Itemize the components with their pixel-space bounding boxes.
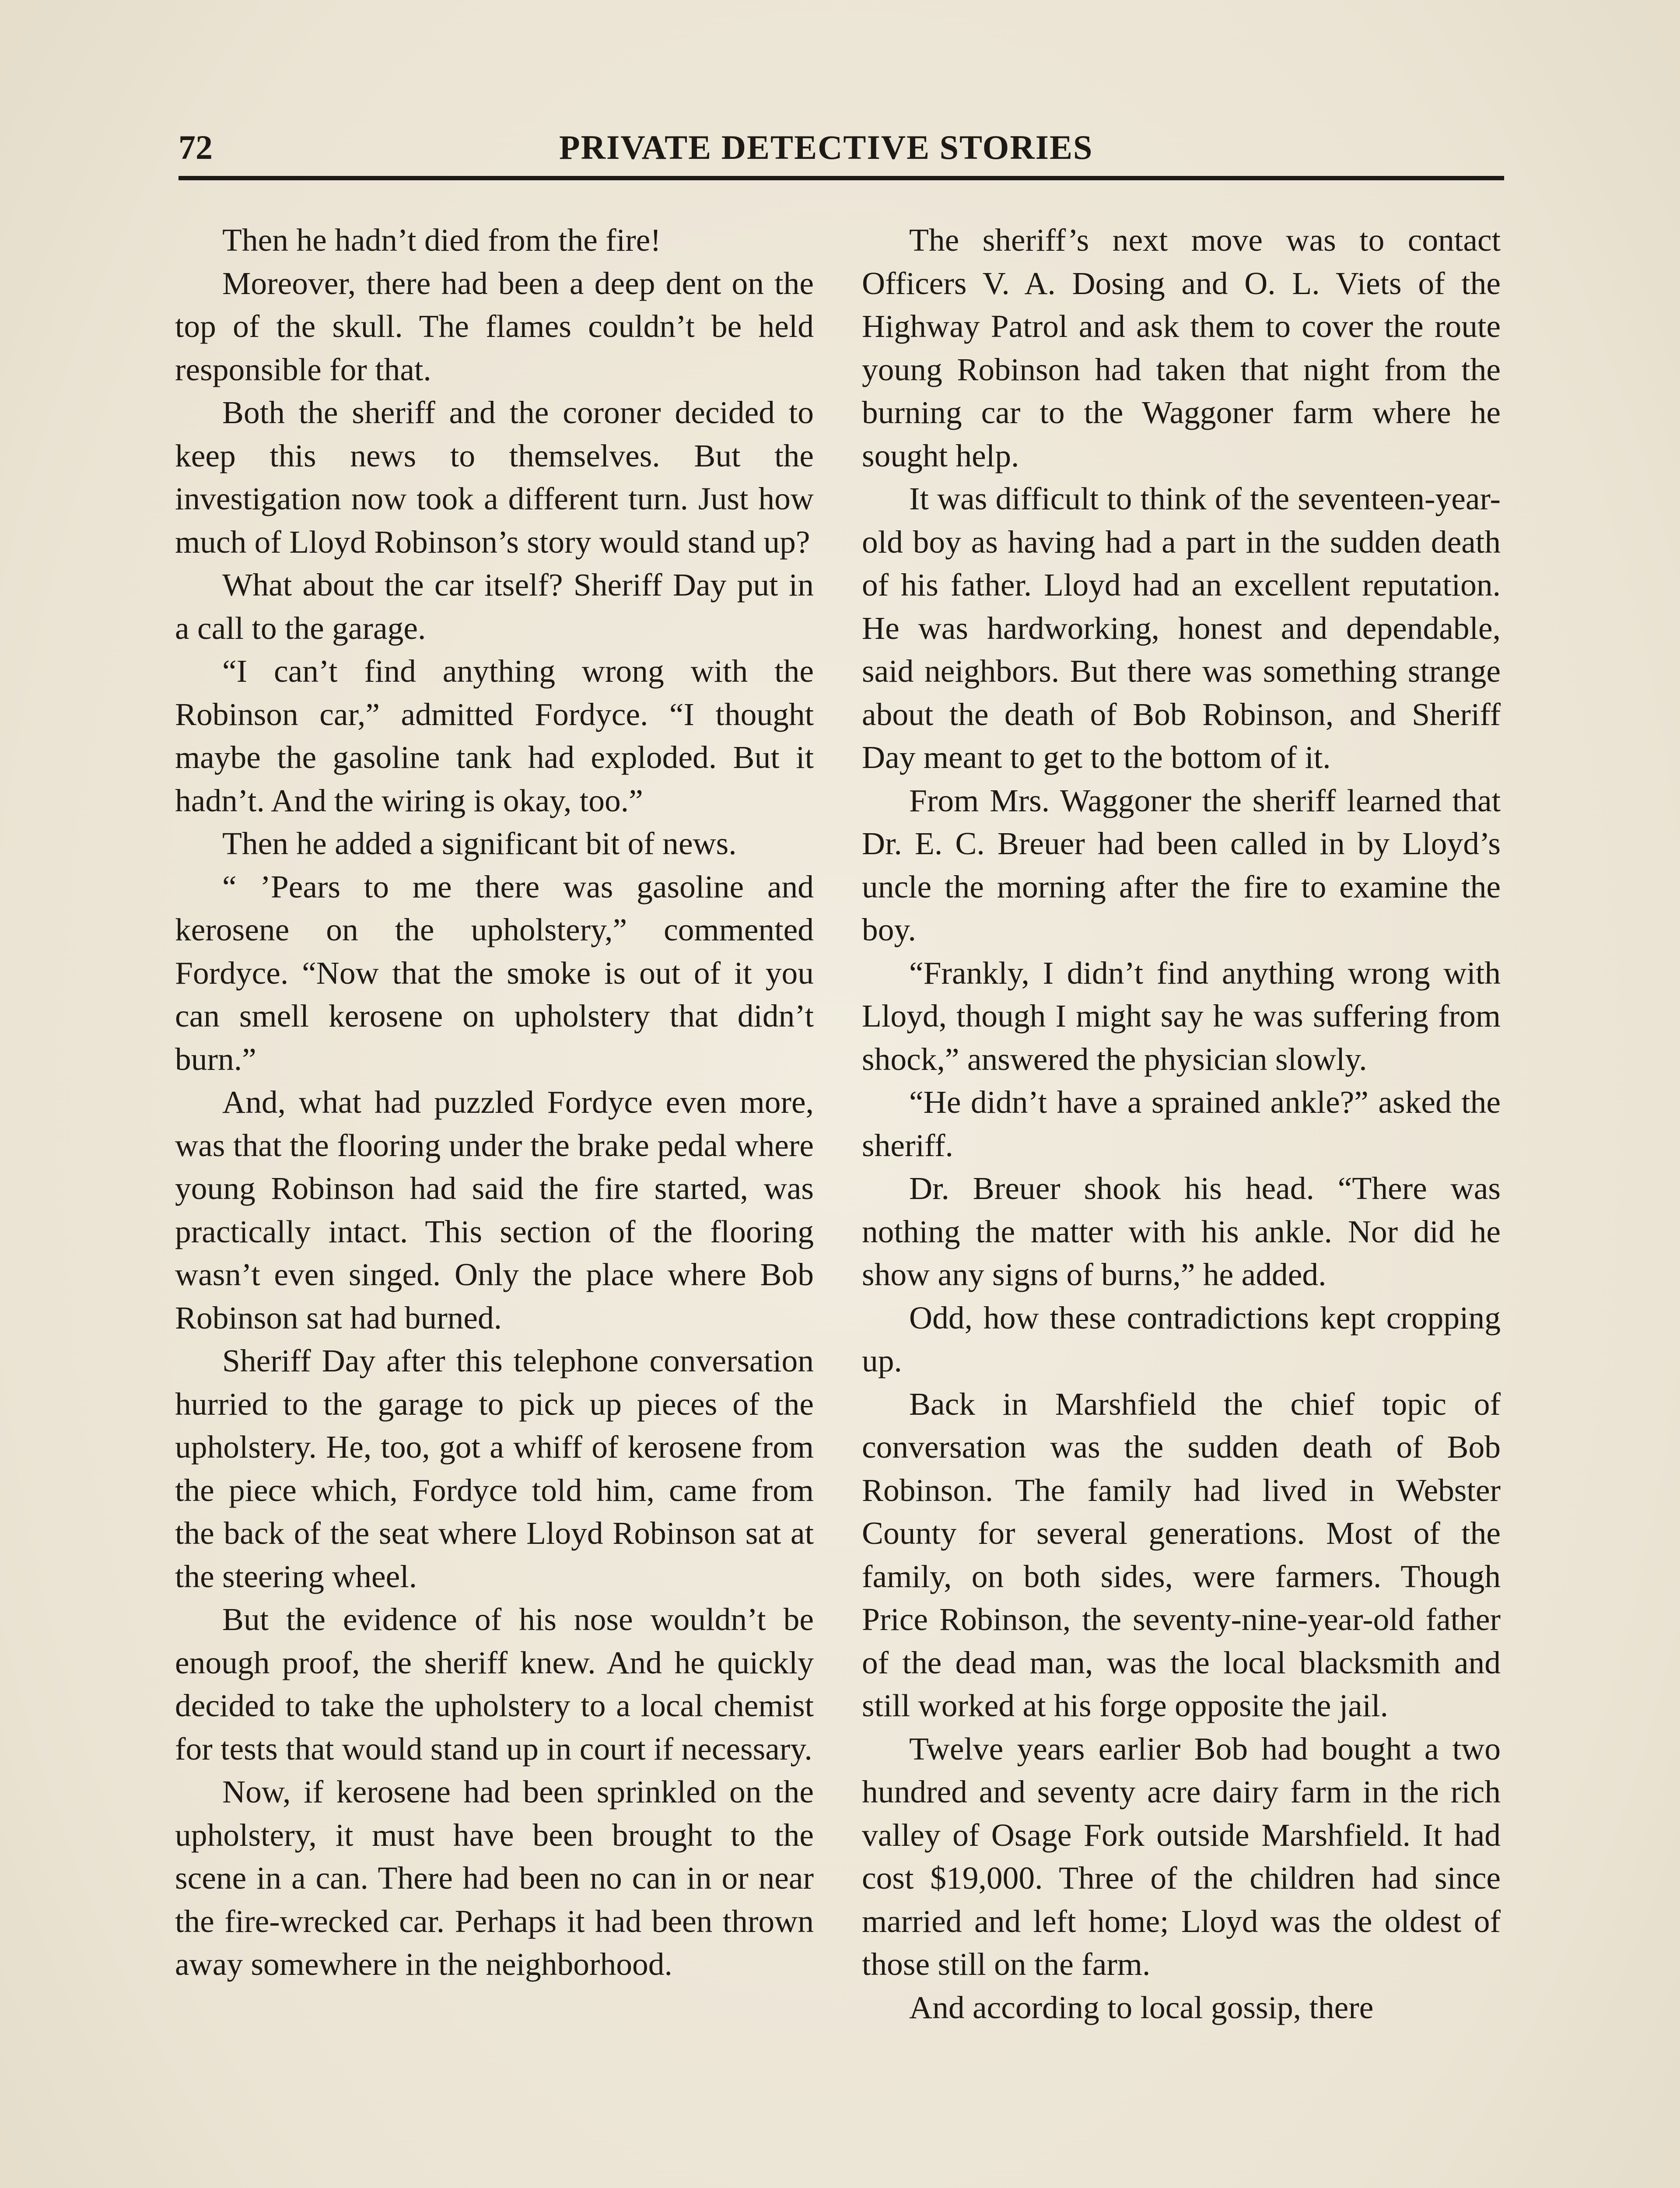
paragraph: “Frankly, I didn’t find anything wrong with Lloyd, though I might say he was suffering from shock,” answered the physician slowly. [862, 955, 1501, 1077]
running-title: PRIVATE DETECTIVE STORIES [559, 128, 1093, 166]
paragraph: It was difficult to think of the seventeen-year-old boy as having had a part in the sudden death of his father. Lloyd had an excellent reputation. He was hardworking, honest and dependable, said neighbors. But there was something strange about the death of Bob Robinson, and Sheriff Day meant to get to the bottom of it. [862, 481, 1501, 775]
page-number: 72 [178, 128, 213, 166]
paragraph: “I can’t find anything wrong with the Robinson car,” admitted Fordyce. “I thought maybe the gasoline tank had exploded. But it hadn’t. And the wiring is okay, too.” [175, 653, 814, 818]
paragraph: Both the sheriff and the coroner decided to keep this news to themselves. But the investigation now took a different turn. Just how much of Lloyd Robinson’s story would stand up? [175, 395, 814, 560]
paragraph: Then he added a significant bit of news. [222, 826, 737, 861]
left-column [175, 219, 814, 1986]
paragraph: Twelve years earlier Bob had bought a two hundred and seventy acre dairy farm in the rich valley of Osage Fork outside Marshfield. It had cost $19,000. Three of the children had since married and left home; Lloyd was the oldest of those still on the farm. [862, 1731, 1501, 1982]
paragraph: “ ’Pears to me there was gasoline and kerosene on the upholstery,” commented Fordyce. “Now that the smoke is out of it you can smell kerosene on upholstery that didn’t burn.” [175, 869, 814, 1077]
paragraph: Back in Marshfield the chief topic of conversation was the sudden death of Bob Robinson. The family had lived in Webster County for several generations. Most of the family, on both sides, were farmers. Though Price Robinson, the seventy-nine-year-old father of the dead man, was the local blacksmith and still worked at his forge opposite the jail. [862, 1386, 1501, 1723]
paragraph: Then he hadn’t died from the fire! [222, 222, 661, 258]
right-column [862, 219, 1501, 2029]
paragraph: But the evidence of his nose wouldn’t be enough proof, the sheriff knew. And he quickly decided to take the upholstery to a local chemist for tests that would stand up in court if necessary. [175, 1602, 814, 1767]
paragraph: What about the car itself? Sheriff Day put in a call to the garage. [175, 567, 814, 646]
paragraph: And according to local gossip, there [909, 1989, 1374, 2025]
paragraph: Dr. Breuer shook his head. “There was nothing the matter with his ankle. Nor did he show any signs of burns,” he added. [862, 1171, 1501, 1292]
paragraph: “He didn’t have a sprained ankle?” asked the sheriff. [862, 1084, 1501, 1163]
paragraph: Odd, how these contradictions kept cropping up. [862, 1300, 1501, 1378]
paragraph: And, what had puzzled Fordyce even more, was that the flooring under the brake pedal where young Robinson had said the fire started, was practically intact. This section of the flooring wasn’t even singed. Only the place where Bob Robinson sat had burned. [175, 1084, 814, 1336]
paragraph: From Mrs. Waggoner the sheriff learned that Dr. E. C. Breuer had been called in by Lloyd’s uncle the morning after the fire to examine the boy. [862, 782, 1501, 947]
paragraph: The sheriff’s next move was to contact Officers V. A. Dosing and O. L. Viets of the Highway Patrol and ask them to cover the route young Robinson had taken that night from the burning car to the Waggoner farm where he sought help. [862, 222, 1501, 473]
page-header [178, 123, 1504, 172]
paragraph: Moreover, there had been a deep dent on the top of the skull. The flames couldn’t be held responsible for that. [175, 265, 814, 387]
paragraph: Sheriff Day after this telephone conversation hurried to the garage to pick up pieces of the upholstery. He, too, got a whiff of kerosene from the piece which, Fordyce told him, came from the back of the seat where Lloyd Robinson sat at the steering wheel. [175, 1343, 814, 1594]
paragraph: Now, if kerosene had been sprinkled on the upholstery, it must have been brought to the scene in a can. There had been no can in or near the fire-wrecked car. Perhaps it had been thrown away somewhere in the neighborhood. [175, 1774, 814, 1982]
header-rule [178, 176, 1504, 180]
